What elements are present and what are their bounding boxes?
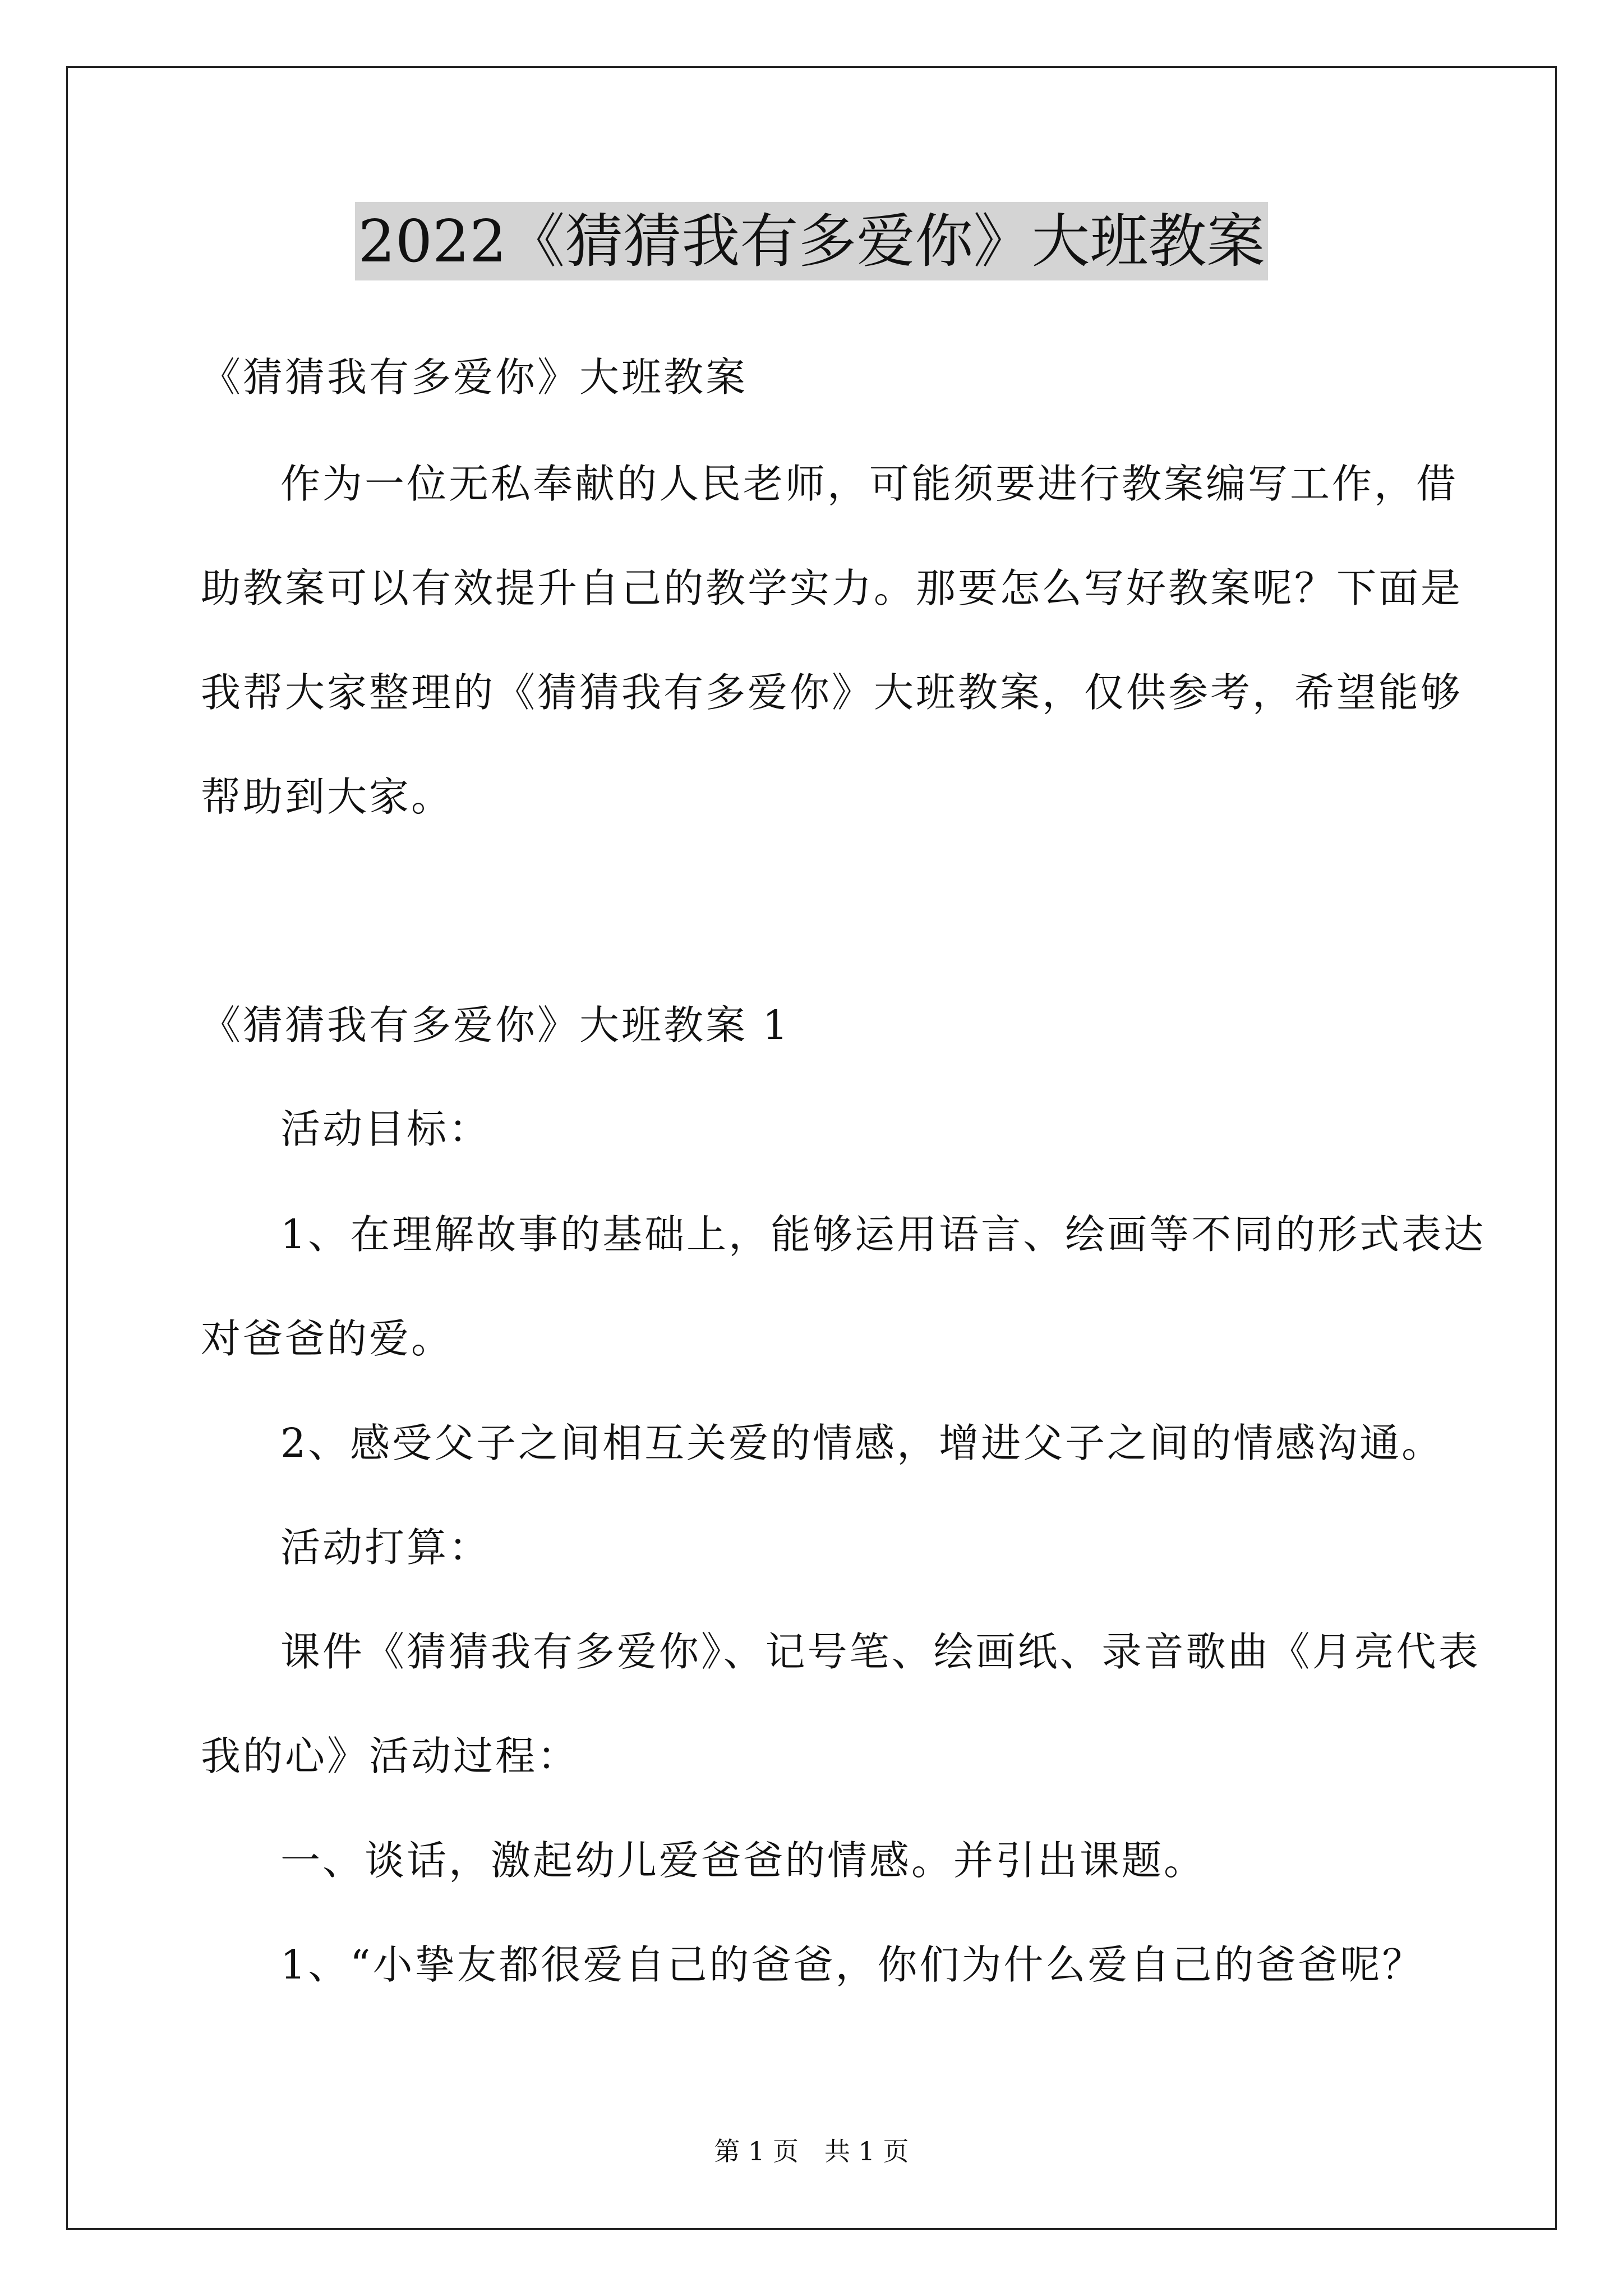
intro-line: 帮助到大家。 <box>201 774 454 820</box>
step-1-1: 1、“小挚友都很爱自己的爸爸，你们为什么爱自己的爸爸呢？ <box>280 1941 1424 1988</box>
document-title: 2022《猜猜我有多爱你》大班教案 <box>355 202 1269 280</box>
goal-heading: 活动目标： <box>280 1106 491 1152</box>
goal-2: 2、感受父子之间相互关爱的情感，增进父子之间的情感沟通。 <box>280 1420 1444 1466</box>
goal-1-paragraph <box>201 1182 1486 1391</box>
goal-1-line: 1、在理解故事的基础上，能够运用语言、绘画等不同的形式表达 <box>280 1211 1486 1258</box>
prep-heading: 活动打算： <box>280 1524 491 1571</box>
intro-paragraph <box>201 432 1463 849</box>
page-footer: 第 1 页 共 1 页 <box>714 2136 909 2166</box>
title-wrap <box>0 202 1623 280</box>
intro-line: 作为一位无私奉献的人民老师，可能须要进行教案编写工作，借 <box>280 461 1459 507</box>
goal-1-line: 对爸爸的爱。 <box>201 1315 454 1362</box>
prep-line: 课件《猜猜我有多爱你》、记号笔、绘画纸、录音歌曲《月亮代表 <box>280 1628 1481 1675</box>
section-heading: 《猜猜我有多爱你》大班教案 1 <box>201 1002 790 1048</box>
intro-line: 我帮大家整理的《猜猜我有多爱你》大班教案，仅供参考，希望能够 <box>201 669 1463 716</box>
step-1: 一、谈话，激起幼儿爱爸爸的情感。并引出课题。 <box>280 1837 1206 1884</box>
intro-line: 助教案可以有效提升自己的教学实力。那要怎么写好教案呢？下面是 <box>201 565 1463 611</box>
prep-paragraph <box>201 1600 1481 1809</box>
prep-line: 我的心》活动过程： <box>201 1733 580 1779</box>
document-subtitle: 《猜猜我有多爱你》大班教案 <box>201 354 748 401</box>
